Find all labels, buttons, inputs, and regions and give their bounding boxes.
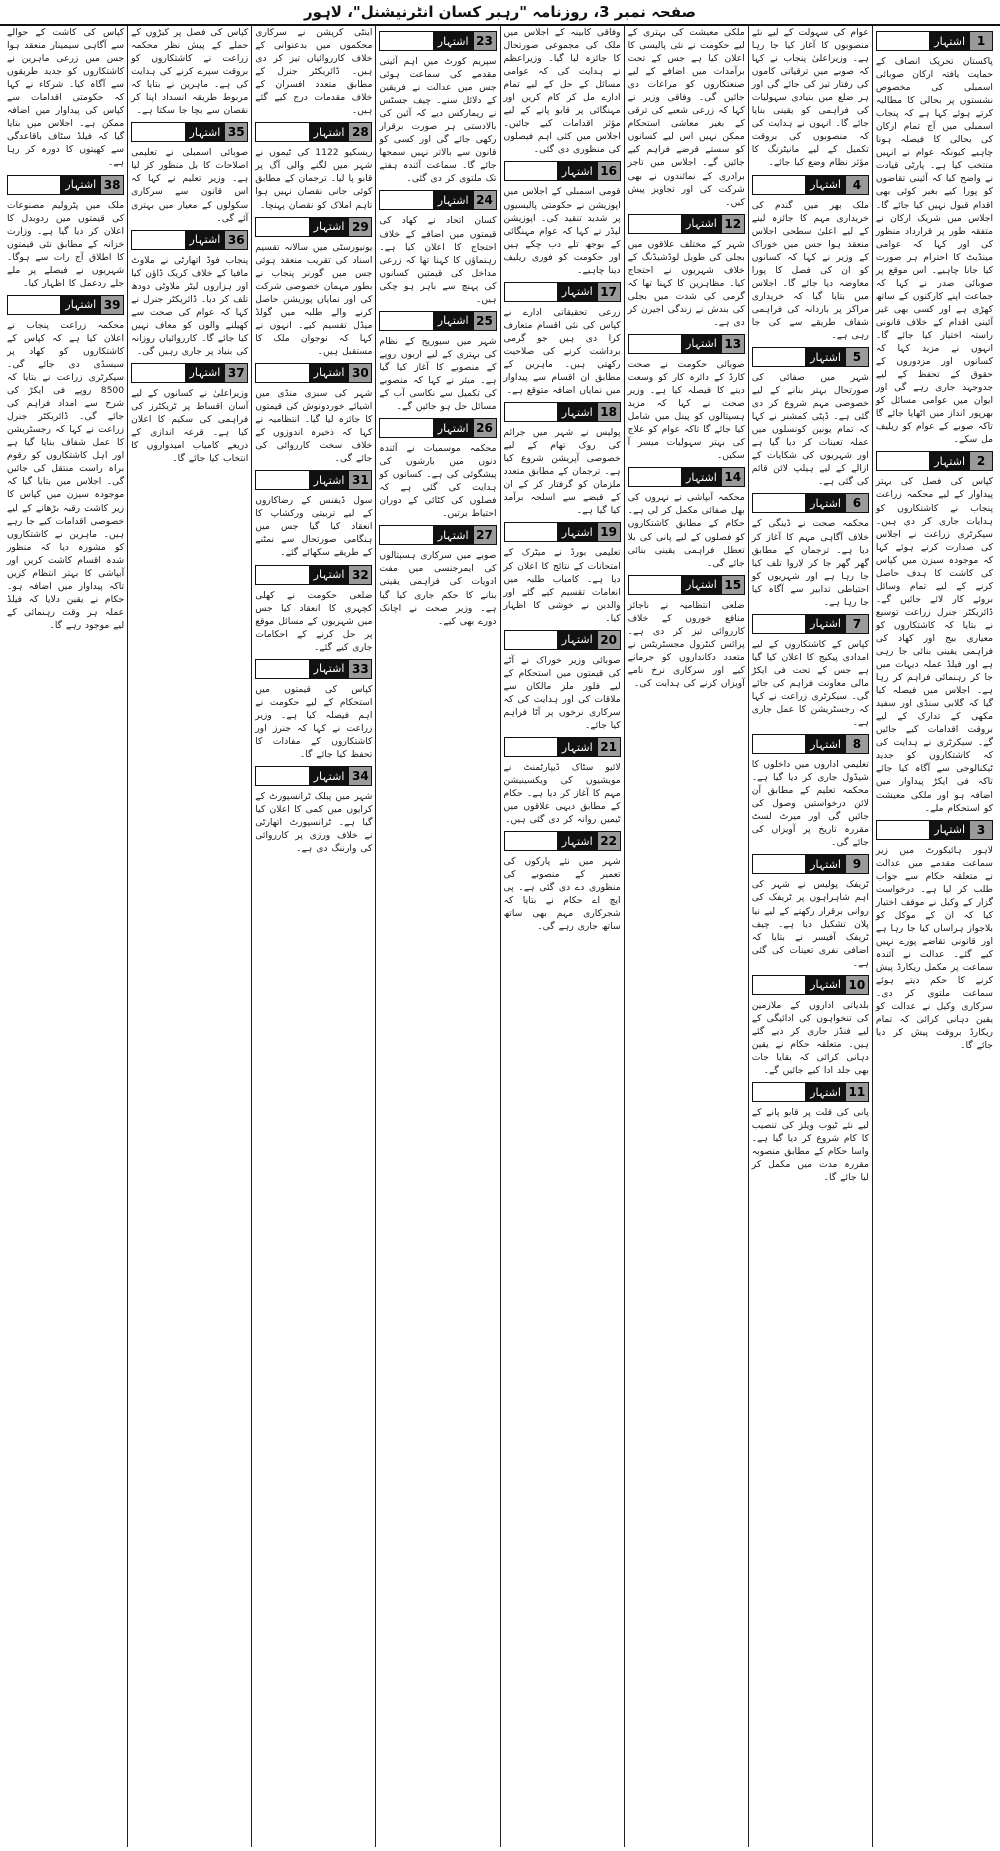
columns-container <box>4 26 996 1847</box>
ad-number-badge <box>255 122 372 142</box>
badge-blank <box>505 283 557 301</box>
badge-label: اشتہار <box>433 191 474 209</box>
badge-blank <box>380 312 432 330</box>
badge-label: اشتہار <box>557 832 598 850</box>
ad-number-badge <box>876 31 993 51</box>
news-item <box>131 225 248 358</box>
badge-number: 28 <box>349 123 371 141</box>
news-text: ملکی معیشت کی بہتری کے لیے حکومت نے نئی پالیسی کا اعلان کیا ہے جس کے تحت برآمدات میں اضافے کے لیے صنعتکاروں کو مراعات دی جائیں گی۔ وفاقی وزیر نے کہا کہ زرعی شعبے کی ترقی کے بغیر معاشی استحکام ممکن نہیں اس لیے کسانوں کو سستے قرضے فراہم کیے جائیں گے۔ اجلاس میں تاجر برادری کے نمائندوں نے بھی شرکت کی اور تجاویز پیش کیں۔ <box>627 27 745 208</box>
news-text: صوبائی اسمبلی نے تعلیمی اصلاحات کا بل منظور کر لیا ہے۔ وزیر تعلیم نے کہا کہ اس قانون سے سرکاری سکولوں کے معیار میں بہتری آئے گی۔ <box>131 147 249 224</box>
badge-label: اشتہار <box>681 576 722 594</box>
badge-blank <box>256 767 308 785</box>
ad-number-badge <box>504 282 621 302</box>
badge-label: اشتہار <box>681 215 722 233</box>
news-text: کپاس کی فصل کی بہتر پیداوار کے لیے محکمہ زراعت پنجاب نے کاشتکاروں کو ہدایات جاری کر دی ہیں۔ سیکرٹری زراعت نے اجلاس کی صدارت کرتے ہوئے کہا کہ موجودہ سیزن میں کپاس کی کاشت کا ہدف حاصل کرنے کے لیے تمام وسائل بروئے کار لائے جائیں گے۔ ڈائریکٹر جنرل زراعت توسیع نے بتایا کہ کاشتکاروں کو معیاری بیج اور کھاد کی فراہمی یقینی بنائی جا رہی ہے اور فیلڈ عملہ دیہات میں جا کر رہنمائی فراہم کر رہا ہے۔ اجلاس میں فیصلہ کیا گیا کہ گلابی سنڈی اور سفید مکھی کے تدارک کے لیے بروقت اقدامات کیے جائیں گے۔ سیکرٹری نے ہدایت کی کہ کاشتکاروں کو جدید ٹیکنالوجی سے آگاہ کیا جائے تاکہ فی ایکڑ پیداوار میں اضافہ ہو اور ملکی معیشت کو استحکام ملے۔ <box>875 476 993 814</box>
news-item <box>255 358 372 465</box>
badge-number: 8 <box>846 735 868 753</box>
ad-number-badge <box>131 363 248 383</box>
badge-number: 14 <box>722 468 744 486</box>
badge-number: 1 <box>970 32 992 50</box>
ad-number-badge <box>379 190 496 210</box>
news-text: سپریم کورٹ میں اہم آئینی مقدمے کی سماعت ہوئی جس میں عدالت نے فریقین کے دلائل سنے۔ چیف جسٹس نے ریمارکس دیے کہ آئین کی بالادستی ہر صورت برقرار رکھی جائے گی اور کسی کو قانون سے بالاتر نہیں سمجھا جائے گا۔ سماعت آئندہ ہفتے تک ملتوی کر دی گئی۔ <box>379 56 497 185</box>
ad-number-badge <box>255 659 372 679</box>
badge-label: اشتہار <box>929 32 970 50</box>
news-item <box>752 342 869 488</box>
news-item <box>752 729 869 849</box>
badge-label: اشتہار <box>185 123 226 141</box>
news-item <box>504 732 621 826</box>
news-item <box>379 306 496 413</box>
badge-blank <box>505 403 557 421</box>
badge-number: 15 <box>722 576 744 594</box>
news-item <box>131 26 248 117</box>
ad-number-badge <box>628 467 745 487</box>
badge-number: 3 <box>970 821 992 839</box>
ad-number-badge <box>255 217 372 237</box>
ad-number-badge <box>131 230 248 250</box>
news-text: ملک میں پٹرولیم مصنوعات کی قیمتوں میں ردوبدل کا اعلان کر دیا گیا ہے۔ وزارت خزانہ کے مطابق نئی قیمتوں کا اطلاق آج رات سے ہوگا۔ شہریوں نے فیصلے پر ملے جلے ردعمل کا اظہار کیا۔ <box>7 199 125 289</box>
ad-number-badge <box>752 175 869 195</box>
news-text: زرعی تحقیقاتی ادارے نے کپاس کی نئی اقسام متعارف کرا دی ہیں جو گرمی برداشت کرنے کی صلاحیت رکھتی ہیں۔ ماہرین کے مطابق ان اقسام سے پیداوار میں نمایاں اضافہ متوقع ہے۔ <box>503 306 621 397</box>
badge-label: اشتہار <box>805 176 846 194</box>
ad-number-badge <box>752 347 869 367</box>
badge-blank <box>8 176 60 194</box>
badge-number: 36 <box>225 231 247 249</box>
badge-blank <box>380 419 432 437</box>
badge-blank <box>505 738 557 756</box>
badge-number: 25 <box>474 312 496 330</box>
ad-number-badge <box>628 214 745 234</box>
badge-label: اشتہار <box>309 364 350 382</box>
news-text: کپاس کے کاشتکاروں کے لیے امدادی پیکیج کا اعلان کیا گیا ہے جس کے تحت فی ایکڑ مالی معاونت فراہم کی جائے گی۔ سیکرٹری زراعت نے کہا کہ رجسٹریشن کا عمل جاری ہے۔ <box>751 638 869 729</box>
badge-label: اشتہار <box>805 615 846 633</box>
news-text: کپاس کی قیمتوں میں استحکام کے لیے حکومت نے اہم فیصلہ کیا ہے۔ وزیر زراعت نے کہا کہ جنرز اور کاشتکاروں کے مفادات کا تحفظ کیا جائے گا۔ <box>255 683 373 760</box>
badge-label: اشتہار <box>433 526 474 544</box>
news-item <box>7 170 124 290</box>
badge-number: 30 <box>349 364 371 382</box>
ad-number-badge <box>752 734 869 754</box>
badge-label: اشتہار <box>557 403 598 421</box>
badge-label: اشتہار <box>681 335 722 353</box>
ad-number-badge <box>876 451 993 471</box>
ad-number-badge <box>7 175 124 195</box>
ad-number-badge <box>504 630 621 650</box>
badge-blank <box>877 32 929 50</box>
news-text: محکمہ زراعت پنجاب نے اعلان کیا ہے کہ کپاس کے کاشتکاروں کو کھاد پر سبسڈی دی جائے گی۔ سیکرٹری زراعت نے بتایا کہ 8500 روپے فی ایکڑ کی شرح سے امداد فراہم کی جائے گی۔ ڈائریکٹر جنرل زراعت نے کہا کہ رجسٹریشن کا عمل شفاف بنایا گیا ہے اور اہل کاشتکاروں کو رقوم براہ راست منتقل کی جائیں گی۔ اجلاس میں بتایا گیا کہ موجودہ سیزن میں کپاس کا زیر کاشت رقبہ بڑھانے کے لیے خصوصی اقدامات کیے جا رہے ہیں۔ ماہرین نے کاشتکاروں کو مشورہ دیا کہ منظور شدہ اقسام کاشت کریں اور آبپاشی کا بہتر انتظام کریں تاکہ پیداوار میں اضافہ ہو۔ حکام نے یقین دلایا کہ فیلڈ عملہ ہر وقت رہنمائی کے لیے موجود رہے گا۔ <box>7 319 125 631</box>
ad-number-badge <box>752 854 869 874</box>
news-item <box>255 560 372 654</box>
badge-label: اشتہار <box>433 312 474 330</box>
news-text: شہر کے مختلف علاقوں میں بجلی کی طویل لوڈشیڈنگ کے خلاف شہریوں نے احتجاج کیا۔ مظاہرین کا کہنا تھا کہ گرمی کی شدت میں بجلی کی بندش نے زندگی اجیرن کر دی ہے۔ <box>627 238 745 328</box>
ad-number-badge <box>504 161 621 181</box>
news-text: بلدیاتی اداروں کے ملازمین کی تنخواہوں کی ادائیگی کے لیے فنڈز جاری کر دیے گئے ہیں۔ متعلقہ حکام نے یقین دہانی کرائی کہ بقایا جات بھی جلد ادا کیے جائیں گے۔ <box>751 999 869 1076</box>
badge-label: اشتہار <box>805 1083 846 1101</box>
badge-blank <box>753 615 805 633</box>
news-column <box>872 26 996 1847</box>
news-text: شہر میں سیوریج کے نظام کی بہتری کے لیے اربوں روپے کے منصوبے کا آغاز کیا گیا ہے۔ میئر نے کہا کہ منصوبے کی تکمیل سے نکاسی آب کے مسائل حل ہو جائیں گے۔ <box>379 335 497 413</box>
news-text: پولیس نے شہر میں جرائم کی روک تھام کے لیے خصوصی آپریشن شروع کیا ہے۔ ترجمان کے مطابق متعدد ملزمان کو گرفتار کر کے ان کے قبضے سے اسلحہ برآمد کیا گیا ہے۔ <box>503 427 621 517</box>
badge-blank <box>380 526 432 544</box>
badge-blank <box>505 832 557 850</box>
news-text: کپاس کی کاشت کے حوالے سے آگاہی سیمینار منعقد ہوا جس میں زرعی ماہرین نے کاشتکاروں کو جدید طریقوں سے آگاہ کیا۔ شرکاء نے کہا کہ حکومتی اقدامات سے کپاس کی پیداوار میں اضافہ ممکن ہے۔ اجلاس میں بتایا گیا کہ فیلڈ سٹاف باقاعدگی سے کھیتوں کا دورہ کر رہا ہے۔ <box>7 27 125 169</box>
news-column <box>127 26 251 1847</box>
news-item <box>876 26 993 446</box>
badge-blank <box>256 364 308 382</box>
badge-label: اشتہار <box>929 452 970 470</box>
news-item <box>255 212 372 358</box>
news-column <box>4 26 127 1847</box>
news-item <box>504 397 621 517</box>
news-text: تعلیمی اداروں میں داخلوں کا شیڈول جاری کر دیا گیا ہے۔ محکمہ تعلیم کے مطابق آن لائن درخواستیں وصول کی جائیں گی اور میرٹ لسٹ مقررہ تاریخ پر آویزاں کی جائے گی۔ <box>751 759 869 849</box>
badge-blank <box>132 231 184 249</box>
badge-label: اشتہار <box>309 471 350 489</box>
badge-number: 12 <box>722 215 744 233</box>
ad-number-badge <box>379 311 496 331</box>
news-item <box>504 156 621 276</box>
news-item <box>752 488 869 608</box>
badge-label: اشتہار <box>805 976 846 994</box>
badge-number: 22 <box>598 832 620 850</box>
badge-number: 34 <box>349 767 371 785</box>
news-text: ضلعی حکومت نے کھلی کچہری کا انعقاد کیا جس میں شہریوں کے مسائل موقع پر حل کرنے کے احکامات جاری کیے گئے۔ <box>255 589 373 653</box>
news-text: صوبائی وزیر خوراک نے آٹے کی قیمتوں میں استحکام کے لیے فلور ملز مالکان سے ملاقات کی اور ہدایت کی کہ سرکاری نرخوں پر آٹا فراہم کیا جائے۔ <box>503 654 621 731</box>
badge-blank <box>753 176 805 194</box>
ad-number-badge <box>504 522 621 542</box>
ad-number-badge <box>131 122 248 142</box>
badge-blank <box>753 976 805 994</box>
badge-number: 16 <box>598 162 620 180</box>
badge-label: اشتہار <box>185 231 226 249</box>
news-item <box>876 815 993 1053</box>
badge-blank <box>505 523 557 541</box>
ad-number-badge <box>255 363 372 383</box>
news-text: یونیورسٹی میں سالانہ تقسیم اسناد کی تقریب منعقد ہوئی جس میں گورنر پنجاب نے بطور مہمان خصوصی شرکت کی اور نمایاں پوزیشن حاصل کرنے والے طلبہ میں گولڈ میڈل تقسیم کیے۔ انہوں نے کہا کہ نوجوان ملک کا مستقبل ہیں۔ <box>255 241 373 357</box>
badge-blank <box>256 471 308 489</box>
news-item <box>876 446 993 814</box>
badge-blank <box>753 735 805 753</box>
ad-number-badge <box>379 418 496 438</box>
badge-blank <box>753 348 805 366</box>
news-text: ٹریفک پولیس نے شہر کی اہم شاہراہوں پر ٹریفک کی روانی برقرار رکھنے کے لیے نیا پلان تشکیل دیا ہے۔ چیف ٹریفک آفیسر نے بتایا کہ اضافی نفری تعینات کی گئی ہے۔ <box>751 879 869 969</box>
news-item <box>752 26 869 170</box>
badge-number: 6 <box>846 494 868 512</box>
badge-blank <box>753 494 805 512</box>
ad-number-badge <box>876 820 993 840</box>
badge-blank <box>380 191 432 209</box>
news-text: پانی کی قلت پر قابو پانے کے لیے نئے ٹیوب ویلز کی تنصیب کا کام شروع کر دیا گیا ہے۔ واسا حکام کے مطابق منصوبہ مقررہ مدت میں مکمل کر لیا جائے گا۔ <box>751 1107 869 1184</box>
badge-number: 23 <box>474 32 496 50</box>
news-text: شہر کی سبزی منڈی میں اشیائے خوردونوش کی قیمتوں کا جائزہ لیا گیا۔ انتظامیہ نے کہا کہ ذخیرہ اندوزوں کے خلاف سخت کارروائی کی جائے گی۔ <box>255 387 373 465</box>
badge-number: 18 <box>598 403 620 421</box>
news-item <box>752 970 869 1077</box>
badge-label: اشتہار <box>681 468 722 486</box>
news-text: کسان اتحاد نے کھاد کی قیمتوں میں اضافے کے خلاف احتجاج کا اعلان کیا ہے۔ رہنماؤں کا کہنا تھا کہ زرعی مداخل کی قیمتیں کسانوں کی پہنچ سے باہر ہو چکی ہیں۔ <box>379 215 497 305</box>
ad-number-badge <box>752 614 869 634</box>
badge-label: اشتہار <box>805 494 846 512</box>
page-masthead: صفحہ نمبر 3، روزنامہ "رہبر کسان انٹرنیشنل"، لاہور <box>0 0 1000 26</box>
news-item <box>752 849 869 969</box>
badge-number: 13 <box>722 335 744 353</box>
badge-blank <box>256 123 308 141</box>
badge-label: اشتہار <box>60 176 101 194</box>
news-item <box>255 654 372 761</box>
news-text: لاہور ہائیکورٹ میں زیر سماعت مقدمے میں عدالت نے متعلقہ حکام سے جواب طلب کر لیا ہے۔ درخواست گزار کے وکیل نے موقف اختیار کیا کہ ان کے موکل کو بلاجواز ہراساں کیا جا رہا ہے اور قانونی تقاضے پورے نہیں کیے گئے۔ عدالت نے آئندہ سماعت پر مکمل ریکارڈ پیش کرنے کا حکم دیتے ہوئے سماعت ملتوی کر دی۔ سرکاری وکیل نے عدالت کو یقین دہانی کرائی کہ تمام ریکارڈ بروقت پیش کر دیا جائے گا۔ <box>875 844 993 1052</box>
news-item <box>504 277 621 397</box>
news-column <box>251 26 375 1847</box>
news-text: اینٹی کرپشن نے سرکاری محکموں میں بدعنوانی کے خلاف کارروائیاں تیز کر دی ہیں۔ ڈائریکٹر جنرل کے مطابق متعدد افسران کے خلاف مقدمات درج کیے گئے ہیں۔ <box>255 27 373 117</box>
badge-number: 29 <box>349 218 371 236</box>
news-item <box>379 520 496 627</box>
news-item <box>379 26 496 185</box>
news-item <box>379 413 496 520</box>
badge-label: اشتہار <box>557 162 598 180</box>
badge-number: 21 <box>598 738 620 756</box>
news-text: پاکستان تحریک انصاف کے حمایت یافتہ ارکان صوبائی اسمبلی کی مخصوص نشستوں پر بحالی کا مطالبہ کرتے ہوئے کہا ہے کہ پنجاب اسمبلی میں آج تمام ارکان کی بحالی کا فیصلہ ہونا چاہیے کیونکہ عوام نے انہیں منتخب کیا ہے۔ پارٹی قیادت نے واضح کیا کہ آئینی تقاضوں کو پورا کیے بغیر کوئی بھی اقدام قبول نہیں کیا جائے گا۔ اجلاس میں شریک ارکان نے متفقہ طور پر قرارداد منظور کی اور کہا کہ عوامی مینڈیٹ کا احترام ہر صورت کیا جانا چاہیے۔ اس موقع پر صوبائی صدر نے کہا کہ جماعت اپنے کارکنوں کے ساتھ کھڑی ہے اور کسی بھی غیر آئینی اقدام کے خلاف قانونی راستہ اختیار کیا جائے گا۔ انہوں نے مزید کہا کہ کسانوں اور مزدوروں کے حقوق کے تحفظ کے لیے جدوجہد جاری رہے گی اور ایوان میں عوامی مسائل کو بھرپور انداز میں اٹھایا جائے گا تاکہ صوبے کے عوام کو ریلیف مل سکے۔ <box>875 56 993 446</box>
ad-number-badge <box>7 295 124 315</box>
badge-number: 9 <box>846 855 868 873</box>
ad-number-badge <box>255 565 372 585</box>
news-text: ضلعی انتظامیہ نے ناجائز منافع خوروں کے خلاف کارروائی تیز کر دی ہے۔ پرائس کنٹرول مجسٹریٹس نے متعدد دکانداروں کو جرمانے کیے اور سرکاری نرخ نامے آویزاں کرنے کی ہدایت کی۔ <box>627 599 745 689</box>
news-item <box>255 465 372 559</box>
badge-number: 17 <box>598 283 620 301</box>
badge-blank <box>380 32 432 50</box>
badge-number: 2 <box>970 452 992 470</box>
badge-number: 7 <box>846 615 868 633</box>
badge-label: اشتہار <box>557 631 598 649</box>
news-item <box>504 826 621 933</box>
news-column <box>500 26 624 1847</box>
news-item <box>131 358 248 465</box>
badge-number: 31 <box>349 471 371 489</box>
badge-blank <box>505 162 557 180</box>
badge-label: اشتہار <box>557 738 598 756</box>
news-item <box>131 117 248 224</box>
badge-number: 33 <box>349 660 371 678</box>
news-item <box>628 570 745 690</box>
badge-number: 24 <box>474 191 496 209</box>
ad-number-badge <box>504 402 621 422</box>
news-text: محکمہ آبپاشی نے نہروں کی بھل صفائی مکمل کر لی ہے۔ حکام کے مطابق کاشتکاروں کو فصلوں کے لیے پانی کی بلا تعطل فراہمی یقینی بنائی جائے گی۔ <box>627 492 745 569</box>
badge-blank <box>753 855 805 873</box>
badge-blank <box>877 452 929 470</box>
news-text: ملک بھر میں گندم کی خریداری مہم کا جائزہ لینے کے لیے اعلیٰ سطحی اجلاس منعقد ہوا جس میں خوراک کے وزیر نے کہا کہ کسانوں کو ان کی فصل کا پورا معاوضہ دیا جائے گا۔ اجلاس میں بتایا گیا کہ خریداری مراکز پر باردانہ کی فراہمی شفاف طریقے سے کی جا رہی ہے۔ <box>751 199 869 341</box>
badge-label: اشتہار <box>309 767 350 785</box>
ad-number-badge <box>255 470 372 490</box>
badge-label: اشتہار <box>60 296 101 314</box>
news-text: وزیراعلیٰ نے کسانوں کے لیے آسان اقساط پر ٹریکٹرز کی فراہمی کی سکیم کا اعلان کیا ہے۔ قرعہ اندازی کے ذریعے کامیاب امیدواروں کا انتخاب کیا جائے گا۔ <box>131 387 249 465</box>
badge-blank <box>629 335 681 353</box>
ad-number-badge <box>628 575 745 595</box>
news-text: محکمہ صحت نے ڈینگی کے خلاف آگاہی مہم کا آغاز کر دیا ہے۔ ترجمان کے مطابق گھر گھر جا کر لاروا تلف کیا جا رہا ہے اور شہریوں کو احتیاطی تدابیر سے آگاہ کیا جا رہا ہے۔ <box>751 518 869 608</box>
news-item <box>752 170 869 343</box>
news-item <box>628 462 745 569</box>
ad-number-badge <box>379 525 496 545</box>
badge-label: اشتہار <box>805 735 846 753</box>
badge-blank <box>629 576 681 594</box>
badge-blank <box>132 364 184 382</box>
badge-number: 4 <box>846 176 868 194</box>
news-item <box>379 185 496 305</box>
badge-label: اشتہار <box>309 218 350 236</box>
news-text: محکمہ موسمیات نے آئندہ دنوں میں بارشوں کی پیشگوئی کی ہے۔ کسانوں کو ہدایت کی گئی ہے کہ فصلوں کی کٹائی کے دوران احتیاط برتیں۔ <box>379 443 497 520</box>
badge-number: 19 <box>598 523 620 541</box>
badge-number: 38 <box>101 176 123 194</box>
badge-number: 27 <box>474 526 496 544</box>
ad-number-badge <box>504 831 621 851</box>
news-item <box>752 609 869 729</box>
ad-number-badge <box>752 493 869 513</box>
news-item <box>255 26 372 117</box>
badge-blank <box>629 468 681 486</box>
badge-number: 10 <box>846 976 868 994</box>
badge-number: 39 <box>101 296 123 314</box>
badge-blank <box>132 123 184 141</box>
news-text: شہر میں صفائی کی صورتحال بہتر بنانے کے لیے خصوصی مہم شروع کر دی گئی ہے۔ ڈپٹی کمشنر نے کہا کہ تمام یونین کونسلوں میں عملہ تعینات کر دیا گیا ہے اور شہریوں کی شکایات کے ازالے کے لیے ہیلپ لائن قائم کی گئی ہے۔ <box>751 372 869 488</box>
news-text: وفاقی کابینہ کے اجلاس میں ملک کی مجموعی صورتحال کا جائزہ لیا گیا۔ وزیراعظم نے ہدایت کی کہ عوامی مسائل کے حل کے لیے تمام ادارے مل کر کام کریں اور مہنگائی پر قابو پانے کے لیے مؤثر اقدامات کیے جائیں۔ اجلاس میں کئی اہم فیصلوں کی منظوری دی گئی۔ <box>503 27 621 156</box>
news-item <box>504 517 621 624</box>
news-item <box>7 26 124 170</box>
news-text: کپاس کی فصل پر کیڑوں کے حملے کے پیش نظر محکمہ زراعت نے کاشتکاروں کو بروقت سپرے کرنے کی ہدایت کی ہے۔ ماہرین نے بتایا کہ مربوط طریقہ انسداد اپنا کر نقصان سے بچا جا سکتا ہے۔ <box>131 27 249 117</box>
badge-label: اشتہار <box>309 566 350 584</box>
news-text: سول ڈیفنس کے رضاکاروں کے لیے تربیتی ورکشاپ کا انعقاد کیا گیا جس میں ہنگامی صورتحال سے نمٹنے کے طریقے سکھائے گئے۔ <box>255 495 373 559</box>
badge-label: اشتہار <box>185 364 226 382</box>
news-column <box>748 26 872 1847</box>
badge-number: 35 <box>225 123 247 141</box>
ad-number-badge <box>628 334 745 354</box>
badge-number: 5 <box>846 348 868 366</box>
news-item <box>504 26 621 156</box>
badge-blank <box>256 660 308 678</box>
news-column <box>624 26 748 1847</box>
badge-blank <box>505 631 557 649</box>
badge-label: اشتہار <box>433 419 474 437</box>
ad-number-badge <box>504 737 621 757</box>
badge-number: 11 <box>846 1083 868 1101</box>
badge-blank <box>256 566 308 584</box>
badge-label: اشتہار <box>805 855 846 873</box>
badge-label: اشتہار <box>557 283 598 301</box>
news-item <box>628 329 745 462</box>
news-text: لائیو سٹاک ڈیپارٹمنٹ نے مویشیوں کی ویکسینیشن مہم کا آغاز کر دیا ہے۔ حکام کے مطابق دیہی علاقوں میں ٹیمیں روانہ کر دی گئی ہیں۔ <box>503 762 621 826</box>
ad-number-badge <box>752 1082 869 1102</box>
badge-number: 26 <box>474 419 496 437</box>
badge-label: اشتہار <box>929 821 970 839</box>
badge-blank <box>629 215 681 233</box>
news-text: ریسکیو 1122 کی ٹیموں نے شہر میں لگنے والی آگ پر قابو پا لیا۔ ترجمان کے مطابق کوئی جانی نقصان نہیں ہوا تاہم املاک کو نقصان پہنچا۔ <box>255 147 373 211</box>
badge-label: اشتہار <box>309 660 350 678</box>
news-text: تعلیمی بورڈ نے میٹرک کے امتحانات کے نتائج کا اعلان کر دیا ہے۔ کامیاب طلبہ میں انعامات تقسیم کیے گئے اور والدین نے خوشی کا اظہار کیا۔ <box>503 547 621 624</box>
badge-number: 20 <box>598 631 620 649</box>
news-item <box>628 209 745 329</box>
news-text: قومی اسمبلی کے اجلاس میں اپوزیشن نے حکومتی پالیسیوں پر شدید تنقید کی۔ اپوزیشن لیڈر نے کہا کہ عوام مہنگائی کے بوجھ تلے دب چکے ہیں اور حکومت کو فوری ریلیف دینا چاہیے۔ <box>503 186 621 276</box>
badge-blank <box>877 821 929 839</box>
news-column <box>375 26 499 1847</box>
badge-number: 32 <box>349 566 371 584</box>
news-item <box>752 1077 869 1184</box>
news-text: عوام کی سہولت کے لیے نئے منصوبوں کا آغاز کیا جا رہا ہے۔ وزیراعلیٰ پنجاب نے کہا کہ صوبے میں ترقیاتی کاموں کی رفتار تیز کی جائے گی اور ہر ضلع میں بنیادی سہولیات کی فراہمی کو یقینی بنایا جائے گا۔ انہوں نے ہدایت کی کہ منصوبوں کی بروقت تکمیل کے لیے مانیٹرنگ کا مؤثر نظام وضع کیا جائے۔ <box>751 27 869 169</box>
ad-number-badge <box>379 31 496 51</box>
badge-label: اشتہار <box>557 523 598 541</box>
news-item <box>255 761 372 855</box>
news-item <box>504 625 621 732</box>
ad-number-badge <box>255 766 372 786</box>
news-item <box>628 26 745 209</box>
badge-label: اشتہار <box>433 32 474 50</box>
badge-number: 37 <box>225 364 247 382</box>
news-text: پنجاب فوڈ اتھارٹی نے ملاوٹ مافیا کے خلاف کریک ڈاؤن کیا اور ہزاروں لیٹر ملاوٹی دودھ تلف کر دیا۔ ڈائریکٹر جنرل نے کہا کہ عوام کی صحت سے کھیلنے والوں کو معاف نہیں کیا جائے گا۔ کارروائیاں روزانہ کی بنیاد پر جاری رہیں گی۔ <box>131 254 249 357</box>
badge-blank <box>8 296 60 314</box>
news-text: شہر میں نئے پارکوں کی تعمیر کے منصوبے کی منظوری دے دی گئی ہے۔ پی ایچ اے حکام نے بتایا کہ شجرکاری مہم بھی ساتھ ساتھ جاری رہے گی۔ <box>503 856 621 933</box>
news-item <box>7 290 124 632</box>
badge-label: اشتہار <box>805 348 846 366</box>
badge-blank <box>753 1083 805 1101</box>
ad-number-badge <box>752 975 869 995</box>
news-item <box>255 117 372 211</box>
news-text: صوبے میں سرکاری ہسپتالوں کی ایمرجنسی میں مفت ادویات کی فراہمی یقینی بنانے کا حکم جاری کیا گیا ہے۔ وزیر صحت نے اچانک دورے بھی کیے۔ <box>379 550 497 627</box>
news-text: صوبائی حکومت نے صحت کارڈ کے دائرہ کار کو وسعت دینے کا فیصلہ کیا ہے۔ وزیر صحت نے کہا کہ مزید ہسپتالوں کو پینل میں شامل کیا جائے گا تاکہ عوام کو علاج کی بہتر سہولیات میسر آ سکیں۔ <box>627 358 745 462</box>
news-text: شہر میں پبلک ٹرانسپورٹ کے کرایوں میں کمی کا اعلان کیا گیا ہے۔ ٹرانسپورٹ اتھارٹی نے خلاف ورزی پر کارروائی کی وارننگ دی ہے۔ <box>255 791 373 855</box>
badge-blank <box>256 218 308 236</box>
badge-label: اشتہار <box>309 123 350 141</box>
